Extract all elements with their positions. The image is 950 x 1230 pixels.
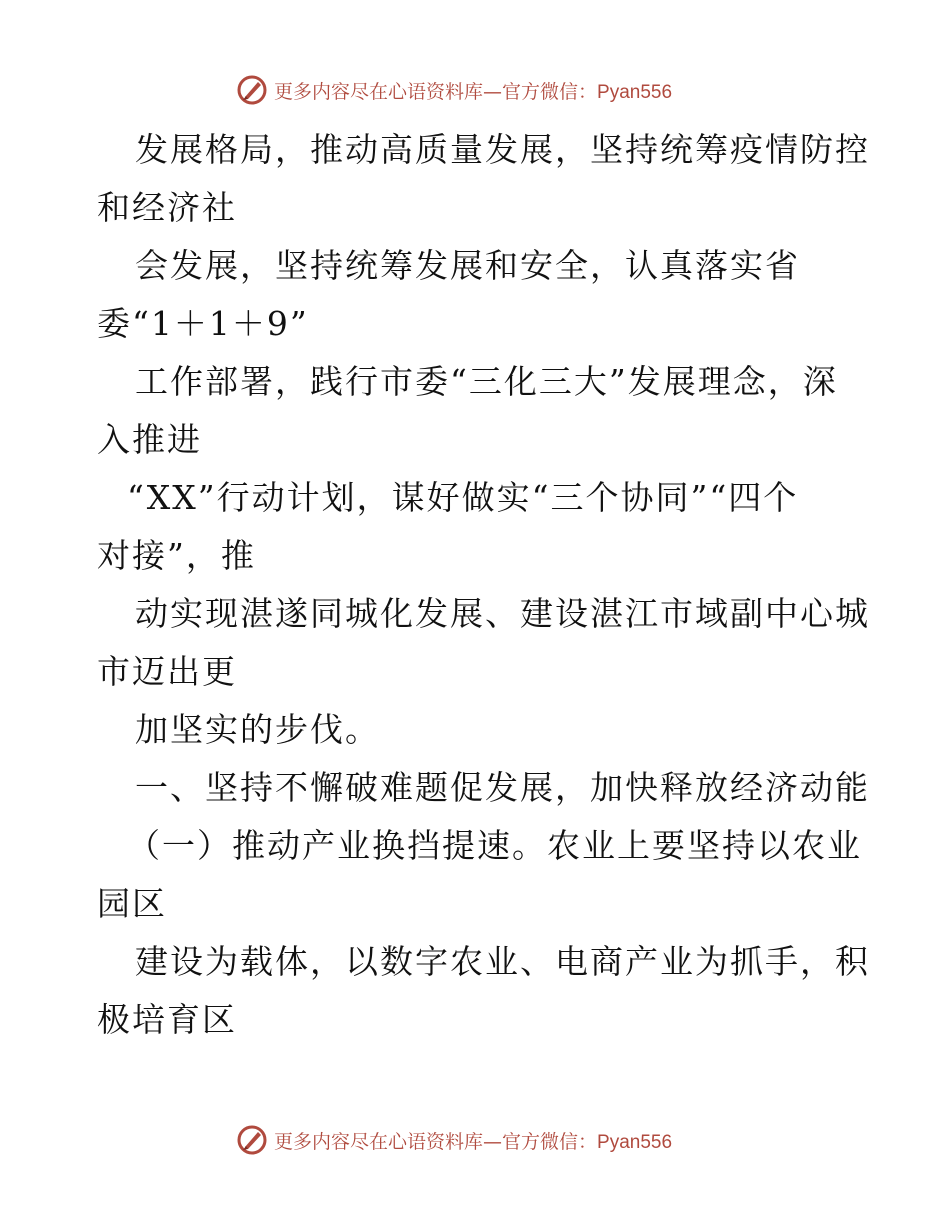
text-line: 动实现湛遂同城化发展、建设湛江市域副中心城 <box>135 594 870 633</box>
brush-logo-icon <box>236 74 268 106</box>
footer-watermark <box>236 1123 672 1157</box>
header-watermark <box>236 73 672 107</box>
text-line: 入推进 <box>97 420 202 459</box>
text-line: 发展格局，推动高质量发展，坚持统筹疫情防控 <box>135 130 870 169</box>
text-line: 对接”，推 <box>97 536 256 575</box>
subsection-heading: （一）推动产业换挡提速。农业上要坚持以农业 <box>127 826 862 865</box>
text-line: 会发展，坚持统筹发展和安全，认真落实省 <box>135 246 800 285</box>
watermark-text: 更多内容尽在心语资料库—官方微信：Pyan556 <box>274 80 673 103</box>
section-heading: 一、坚持不懈破难题促发展，加快释放经济动能 <box>135 768 870 807</box>
text-line: 委“1＋1＋9” <box>97 304 309 343</box>
text-line: 和经济社 <box>97 188 237 227</box>
text-line: 加坚实的步伐。 <box>135 710 380 749</box>
text-line: 极培育区 <box>97 1000 237 1039</box>
brush-logo-icon <box>236 1124 268 1156</box>
watermark-text: 更多内容尽在心语资料库—官方微信：Pyan556 <box>274 1130 673 1153</box>
document-body <box>97 121 870 1049</box>
text-line: 市迈出更 <box>97 652 237 691</box>
text-line: 工作部署，践行市委“三化三大”发展理念，深 <box>135 362 838 401</box>
text-line: 建设为载体，以数字农业、电商产业为抓手，积 <box>135 942 870 981</box>
text-line: 园区 <box>97 884 167 923</box>
text-line: “XX”行动计划，谋好做实“三个协同”“四个 <box>127 478 799 517</box>
